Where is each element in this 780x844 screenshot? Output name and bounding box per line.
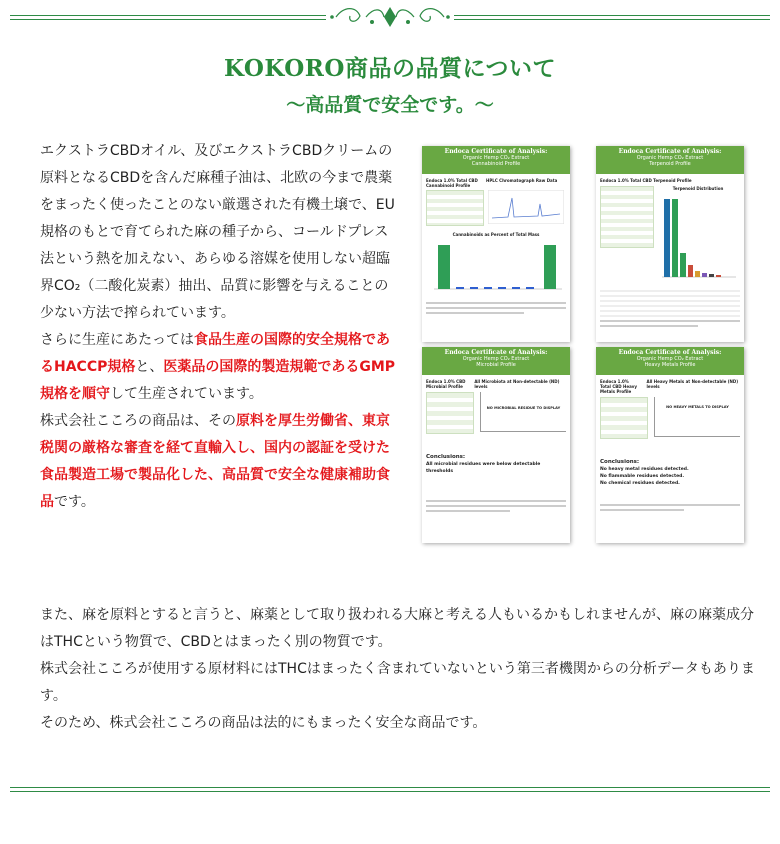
ornament-icon [326,2,454,32]
certificate-cannabinoid: Endoca Certificate of Analysis: Organic Hemp CO₂ Extract Cannabinoid Profile Endoca 1.0% Total CBD Cannabinoid Profile HPLC Chromatograph Raw Data Cannabinoids as Percent of Total Mass [422,146,570,342]
cannabinoid-bar-chart [426,237,566,295]
paragraph-import: 株式会社こころの商品は、その原料を厚生労働省、東京税関の厳格な審査を経て直輸入し、国内の認証を受けた食品製造工場で製品化した、高品質で安全な健康補助食品です。 [40,413,390,510]
paragraph-safety: そのため、株式会社こころの商品は法的にもまったく安全な商品です。 [40,715,487,731]
page-subtitle: 〜高品質で安全です。〜 [286,94,494,116]
page-title: KOKORO商品の品質について [223,55,556,82]
paragraph-standards: さらに生産にあたっては食品生産の国際的安全規格であるHACCP規格と、医薬品の国際的製造規範であるGMP規格を順守して生産されています。 [40,332,396,402]
certificate-terpenoid: Endoca Certificate of Analysis: Organic Hemp CO₂ Extract Terpenoid Profile Endoca 1.0% Total CBD Terpenoid Profile Terpenoid Distribution [596,146,744,342]
bottom-divider [10,787,770,793]
paragraph-thc: また、麻を原料とすると言うと、麻薬として取り扱われる大麻と考える人もいるかもしれませんが、麻の麻薬成分はTHCという物質で、CBDとはまったく別の物質です。 [40,607,754,650]
certificate-microbial: Endoca Certificate of Analysis: Organic Hemp CO₂ Extract Microbial Profile Endoca 1.0% CBD Microbial Profile All Microbiota at Non-detectable (ND) levels NO MICROBIAL RESIDUE TO DISPLAY Conclusions: All microbial residues were below detectable thresholds [422,347,570,543]
paragraph-origin: エクストラCBDオイル、及びエクストラCBDクリームの原料となるCBDを含んだ麻種子油は、北欧の今まで農薬をまったく使ったことのない厳選された有機土壌で、EU規格のもとで育てられた麻の種子から、コールドプレス法という熱を加えない、あらゆる溶媒を使用しない超臨界CO₂（二酸化炭素）抽出、品質に影響を与えることの少ない方法で搾られています。 [40,143,395,321]
terpenoid-bar-chart [658,191,738,281]
body-text [40,602,756,737]
certificate-heavy-metals: Endoca Certificate of Analysis: Organic Hemp CO₂ Extract Heavy Metals Profile Endoca 1.0% Total CBD Heavy Metals Profile All Heavy Metals at Non-detectable (ND) levels NO HEAVY METALS TO DISPLAY Conclusions: No heavy metal residues detected. No flammable residues detected. No chemical residues detected. [596,347,744,543]
intro-text-column [40,138,396,516]
paragraph-analysis: 株式会社こころが使用する原材料にはTHCはまったく含まれていないという第三者機関からの分析データもあります。 [40,661,755,704]
